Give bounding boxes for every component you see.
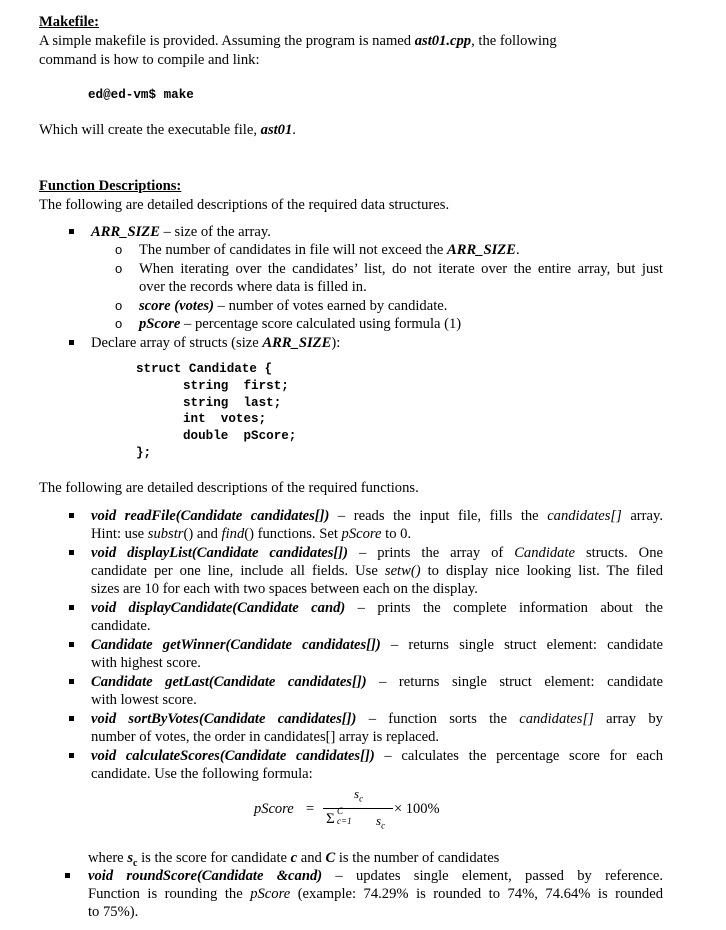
displaycandidate-line2: candidate. [91,618,151,634]
circle-bullet-icon: o [115,298,123,313]
roundscore-text: (example: 74.29% is rounded to 74%, 74.64% is rounded [290,886,663,902]
sum-lower: c=1 [337,816,352,826]
displaylist-desc-end: structs. One [575,545,663,561]
sum-sigma: Σ [326,811,335,827]
declare-array-item [91,334,340,352]
bullet-icon [69,605,74,610]
sub-item-score [139,297,447,315]
makefile-heading: Makefile: [39,14,99,30]
arr-size-desc: – size of the array. [159,224,271,240]
where-s: s [127,850,133,866]
where-c: c [290,850,298,866]
data-structures-intro: The following are detailed descriptions of the required data structures. [39,197,450,213]
displaylist-desc: – prints the array of [348,545,515,561]
calculatescores-line1 [91,747,663,765]
sub-item-pscore [139,315,461,333]
displaylist-text: candidate per one line, include all fields. Use [91,563,385,579]
pscore-name: pScore [139,316,181,332]
arr-size-name: ARR_SIZE [91,224,160,240]
getlast-line1 [91,673,663,691]
readfile-array-ref: candidates[] [547,508,622,524]
formula-times: × 100% [394,801,440,817]
readfile-desc: – reads the input file, fills the [329,508,548,524]
sortbyvotes-line2: number of votes, the order in candidates[] array is replaced. [91,729,440,745]
where-text: is the score for candidate [137,850,291,866]
formula-equals: = [306,801,315,817]
getlast-line2: with lowest score. [91,692,197,708]
getlast-desc: – returns single struct element: candidate [366,674,663,690]
declare-text: Declare array of structs (size [91,335,263,351]
getwinner-desc: – returns single struct element: candidate [380,637,663,653]
sortbyvotes-signature: void sortByVotes(Candidate candidates[]) [91,711,357,727]
functions-heading: Function Descriptions: [39,178,182,194]
circle-bullet-icon: o [115,316,123,331]
where-C: C [325,850,336,866]
substr-ref: substr [147,526,184,542]
bullet-icon [69,513,74,518]
arr-size-ref: ARR_SIZE [446,242,516,258]
sortbyvotes-desc-end: array by [593,711,663,727]
roundscore-signature: void roundScore(Candidate &cand) [88,868,323,884]
where-subscript: c [133,857,138,869]
bullet-icon [69,753,74,758]
sub-item-iteration-line1: When iterating over the candidates’ list, do not iterate over the entire array, but just [139,261,663,277]
getwinner-signature: Candidate getWinner(Candidate candidates[]) [91,637,381,653]
result-text: Which will create the executable file, [39,122,261,138]
code-line: int votes; [183,412,267,426]
sortbyvotes-line1 [91,710,663,728]
sub1-end: . [515,242,520,258]
pscore-ref: pScore [250,886,291,902]
displaycandidate-desc: – prints the complete information about the [345,600,663,616]
where-text: where [88,850,128,866]
hint-text: () functions. Set [244,526,342,542]
getlast-signature: Candidate getLast(Candidate candidates[]) [91,674,367,690]
roundscore-line3: to 75%). [88,904,139,920]
candidate-ref: Candidate [514,545,576,561]
sub-item-max-candidates [139,241,520,259]
calculatescores-desc: – calculates the percentage score for each [374,748,663,764]
functions-intro: The following are detailed descriptions of the required functions. [39,480,419,496]
numerator-subscript: c [359,793,364,804]
readfile-signature: void readFile(Candidate candidates[]) [91,508,330,524]
bullet-icon [69,550,74,555]
denominator-s: s [376,813,382,828]
pscore-ref: pScore [341,526,382,542]
getwinner-line1 [91,636,663,654]
code-line: double pScore; [183,429,297,443]
calculatescores-signature: void calculateScores(Candidate candidates[]) [91,748,375,764]
sub1-text: The number of candidates in file will not exceed the [139,242,447,258]
displaycandidate-line1 [91,599,663,617]
makefile-intro-line2: command is how to compile and link: [39,52,260,68]
bullet-icon [69,340,74,345]
setw-ref: setw() [384,563,421,579]
hint-text: Hint: use [91,526,148,542]
executable-filename: ast01 [260,122,293,138]
formula-lhs: pScore [254,801,294,817]
code-line: }; [136,446,152,460]
readfile-desc-end: array. [621,508,663,524]
result-text-end: . [292,122,296,138]
sortbyvotes-desc: – function sorts the [356,711,520,727]
pscore-desc: – percentage score calculated using formula (1) [180,316,462,332]
displaylist-line2 [91,562,663,580]
arr-size-ref: ARR_SIZE [262,335,332,351]
formula-denominator [376,812,385,835]
declare-end: ): [331,335,341,351]
fraction-bar [323,808,393,809]
bullet-icon [69,229,74,234]
bullet-icon [65,873,70,878]
code-line: struct Candidate { [136,362,273,376]
readfile-line1 [91,507,663,525]
displaycandidate-signature: void displayCandidate(Candidate cand) [91,600,346,616]
score-desc: – number of votes earned by candidate. [213,298,448,314]
hint-text: to 0. [381,526,412,542]
sum-upper: C [337,806,344,816]
intro-text: A simple makefile is provided. Assuming the program is named [39,33,415,49]
circle-bullet-icon: o [115,261,123,276]
where-text: is the number of candidates [335,850,500,866]
score-name: score (votes) [139,298,214,314]
circle-bullet-icon: o [115,242,123,257]
formula-numerator [354,785,363,808]
denominator-subscript: c [381,820,386,831]
displaylist-line1 [91,544,663,562]
bullet-icon [69,642,74,647]
where-text: and [297,850,326,866]
make-command: ed@ed-vm$ make [88,88,194,102]
roundscore-line1 [88,867,663,885]
numerator-s: s [354,786,360,801]
roundscore-desc: – updates single element, passed by reference. [322,868,663,884]
roundscore-text: Function is rounding the [88,886,251,902]
displaylist-signature: void displayList(Candidate candidates[]) [91,545,348,561]
roundscore-line2 [88,885,663,903]
readfile-line2 [91,525,411,543]
hint-text: () and [183,526,222,542]
bullet-icon [69,716,74,721]
sub-item-iteration-line2: over the records where data is filled in. [139,279,367,295]
candidates-array-ref: candidates[] [519,711,594,727]
code-line: string first; [183,379,289,393]
program-filename: ast01.cpp [414,33,472,49]
bullet-icon [69,679,74,684]
find-ref: find [221,526,245,542]
makefile-intro [39,32,557,50]
makefile-result [39,121,296,139]
code-line: string last; [183,396,282,410]
getwinner-line2: with highest score. [91,655,201,671]
arr-size-item [91,223,271,241]
displaylist-line3: sizes are 10 for each with two spaces between each on the display. [91,581,478,597]
calculatescores-line2: candidate. Use the following formula: [91,766,313,782]
intro-text-end: , the following [471,33,557,49]
displaylist-text: to display nice looking list. The filed [420,563,663,579]
